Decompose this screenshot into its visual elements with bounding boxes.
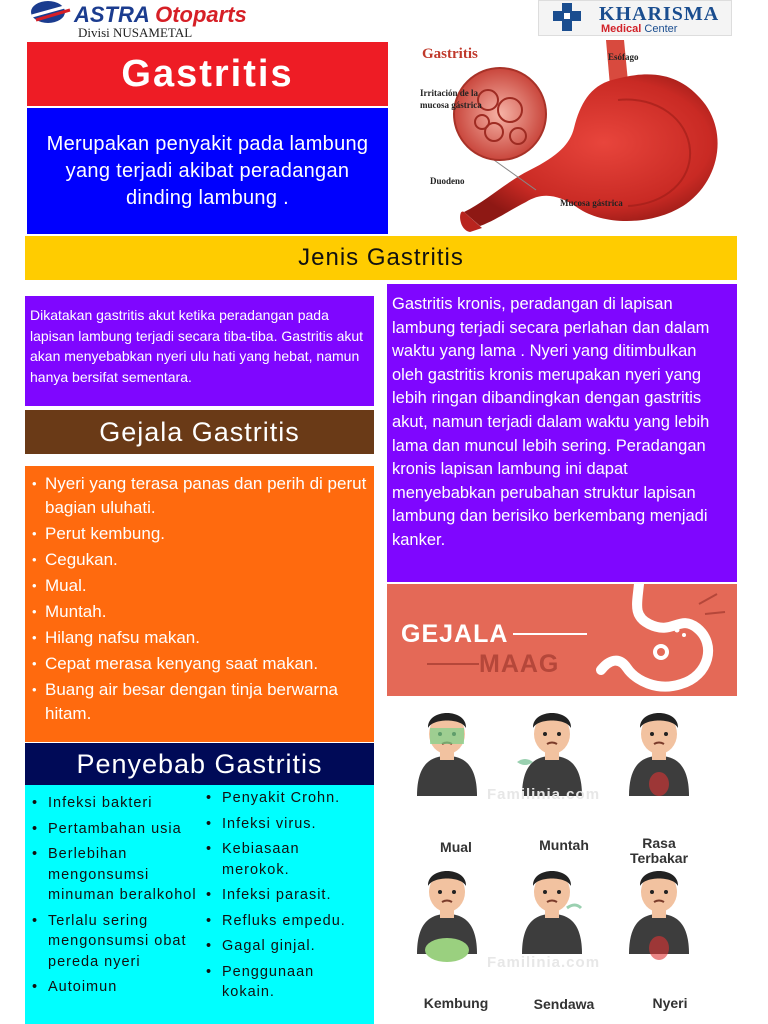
list-item: • Berlebihan mengonsumsi minuman beralkohol <box>25 844 200 906</box>
maag-line-2: MAAG <box>479 650 560 678</box>
gejala-heading: Gejala Gastritis <box>25 410 374 454</box>
list-item: • Infeksi virus. <box>199 814 371 835</box>
list-item: • Mual. <box>25 574 368 598</box>
kharisma-logo <box>538 0 732 36</box>
list-item: • Infeksi parasit. <box>199 885 371 906</box>
label-irritacion-2: mucosa gástrica <box>420 100 482 110</box>
list-item: • Cepat merasa kenyang saat makan. <box>25 652 368 676</box>
label-kembung: Kembung <box>423 995 489 1011</box>
list-item: • Gagal ginjal. <box>199 936 371 957</box>
jenis-heading: Jenis Gastritis <box>25 236 737 280</box>
stomach-illustration <box>418 40 738 234</box>
page-title: Gastritis <box>27 42 388 106</box>
list-item: • Penyakit Crohn. <box>199 788 371 809</box>
label-rasa-terbakar: Rasa Terbakar <box>629 835 689 866</box>
watermark-bottom: Familinia.com <box>487 954 601 971</box>
definition-text: Merupakan penyakit pada lambung yang terjadi akibat peradangan dinding lambung . <box>27 108 388 234</box>
list-item: • Refluks empedu. <box>199 911 371 932</box>
watermark-top: Familinia.com <box>487 786 601 803</box>
gejala-maag-banner <box>387 584 737 696</box>
label-duodeno: Duodeno <box>430 176 465 186</box>
list-item: • Penggunaan kokain. <box>199 962 371 1003</box>
gastritis-akut-text: Dikatakan gastritis akut ketika peradangan pada lapisan lambung terjadi secara tiba-tiba. Gastritis akut akan menyebabkan nyeri ulu hati yang hebat, namun hanya bersifat sementara. <box>25 296 374 406</box>
astra-division: Divisi NUSAMETAL <box>78 25 193 40</box>
astra-brand: ASTRA Otoparts <box>74 2 247 27</box>
penyebab-list-col2 <box>199 788 371 1008</box>
penyebab-list-col1 <box>25 793 200 1003</box>
label-esofago: Esófago <box>608 52 639 62</box>
list-item: • Muntah. <box>25 600 368 624</box>
gastritis-kronis-text: Gastritis kronis, peradangan di lapisan lambung terjadi secara perlahan dan dalam waktu yang lama . Nyeri yang ditimbulkan oleh gastritis kronis merupakan nyeri yang lebih ringan dibandingkan dengan gastritis akut, namun terjadi dalam waktu yang lebih lama dan muncul lebih sering. Peradangan kronis lapisan lambung ini dapat menyebabkan perubahan struktur lapisan lambung dan berisiko berkembang menjadi kanker. <box>387 284 737 582</box>
label-nyeri: Nyeri <box>652 995 688 1011</box>
label-muntah: Muntah <box>539 837 589 853</box>
medical-cross-icon <box>545 3 595 33</box>
clinic-name: KHARISMA <box>599 3 720 25</box>
maag-line-1: GEJALA <box>401 620 509 648</box>
symptoms-illustration <box>387 698 737 1024</box>
label-mucosa: Mucosa gástrica <box>560 198 623 208</box>
clinic-subtitle: Medical Center <box>601 23 678 35</box>
penyebab-list-box <box>25 785 374 1024</box>
list-item: • Infeksi bakteri <box>25 793 200 814</box>
list-item: • Buang air besar dengan tinja berwarna hitam. <box>25 678 368 726</box>
label-mual: Mual <box>440 839 472 855</box>
list-item: • Hilang nafsu makan. <box>25 626 368 650</box>
penyebab-heading: Penyebab Gastritis <box>25 743 374 785</box>
gejala-list <box>25 472 368 726</box>
list-item: • Terlalu sering mengonsumsi obat pereda nyeri <box>25 911 200 973</box>
list-item: • Autoimun <box>25 977 200 998</box>
list-item: • Nyeri yang terasa panas dan perih di perut bagian uluhati. <box>25 472 368 520</box>
astra-otoparts-logo <box>28 0 247 40</box>
list-item: • Cegukan. <box>25 548 368 572</box>
label-sendawa: Sendawa <box>533 996 595 1012</box>
astra-globe-icon <box>28 0 74 26</box>
label-irritacion-1: Irritación de la <box>420 88 478 98</box>
list-item: • Kebiasaan merokok. <box>199 839 371 880</box>
gejala-list-box <box>25 466 374 742</box>
illustration-heading: Gastritis <box>422 46 478 62</box>
list-item: • Perut kembung. <box>25 522 368 546</box>
list-item: • Pertambahan usia <box>25 819 200 840</box>
